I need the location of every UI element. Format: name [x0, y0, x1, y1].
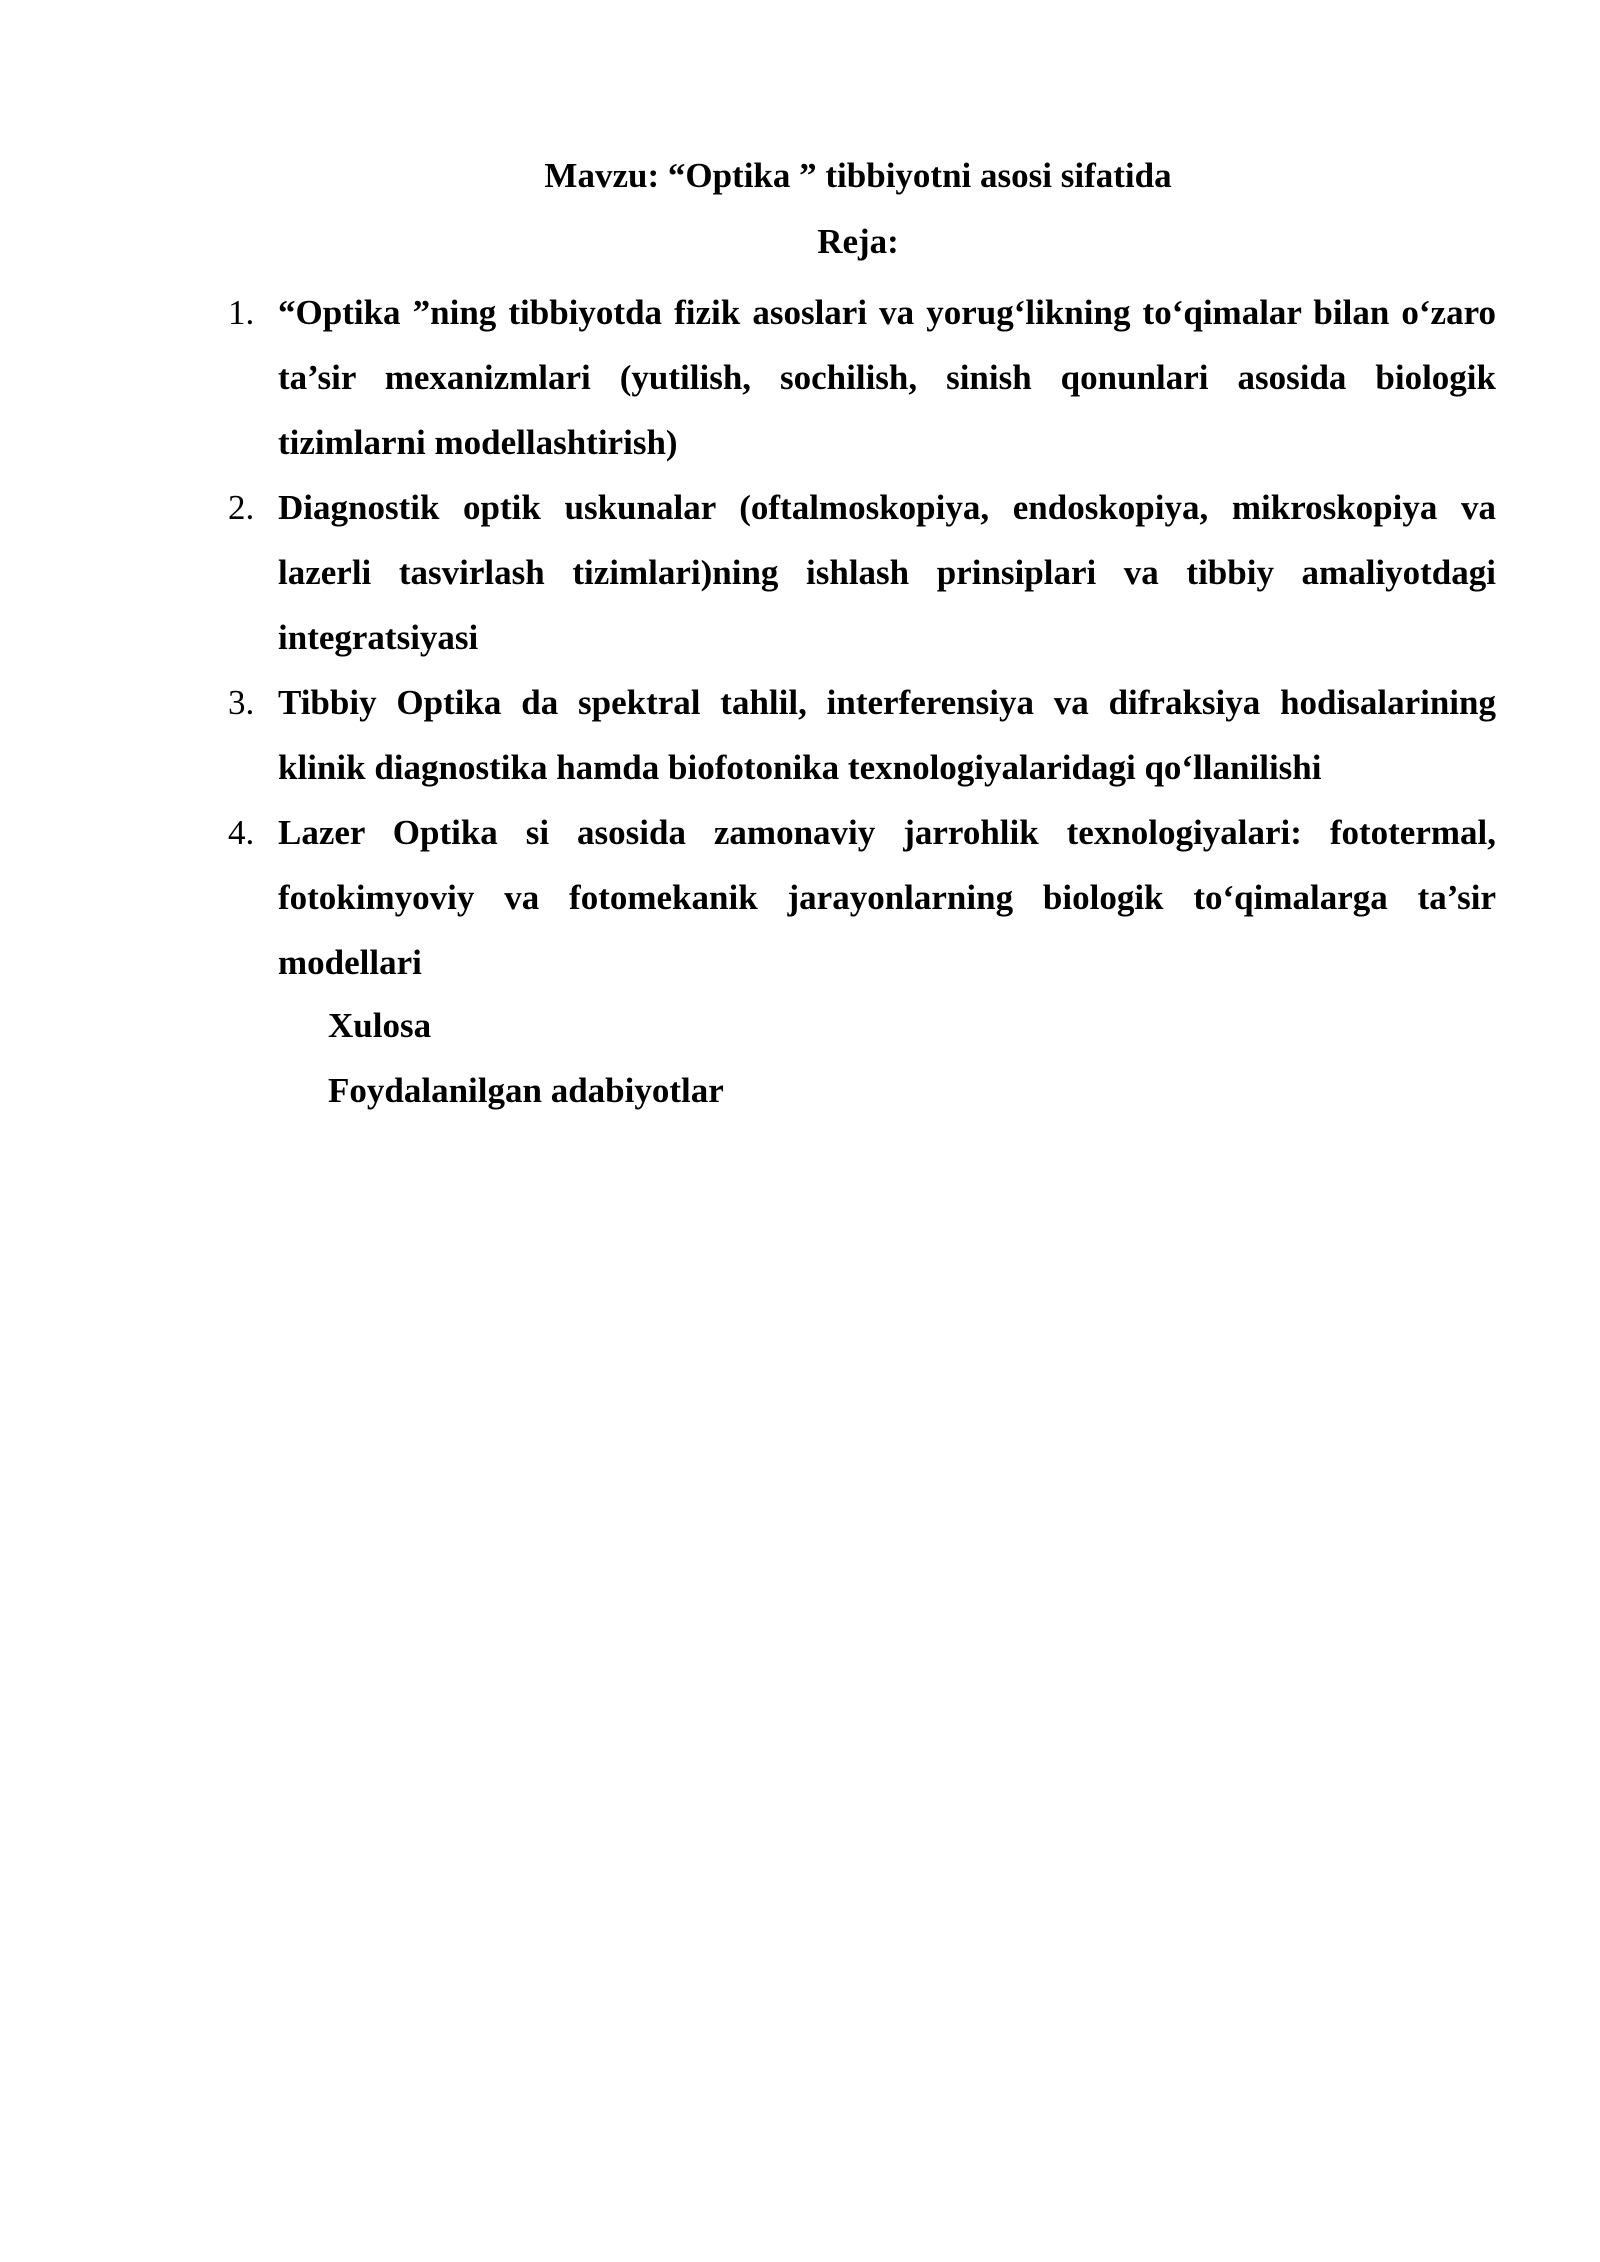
conclusion-heading: Xulosa	[328, 1006, 432, 1045]
plan-item-text: “Optika ”ning tibbiyotda fizik asoslari va yorug‘likning to‘qimalar bilan o‘zaro ta’sir mexanizmlari (yutilish, sochilish, sinish qonunlari asosida biologik tizimlarni modellashtirish)	[278, 293, 1496, 462]
plan-item-2	[228, 475, 1496, 670]
document-title: Mavzu: “Optika ” tibbiyotni asosi sifatida	[544, 156, 1172, 195]
plan-item-number: 2.	[228, 488, 255, 527]
plan-item-1	[228, 280, 1496, 475]
plan-item-4	[228, 800, 1496, 995]
plan-heading: Reja:	[817, 222, 899, 261]
plan-list	[228, 280, 1496, 995]
references-heading: Foydalanilgan adabiyotlar	[328, 1071, 724, 1110]
plan-item-number: 3.	[228, 683, 255, 722]
plan-item-text: Lazer Optika si asosida zamonaviy jarrohlik texnologiyalari: fototermal, fotokimyoviy va fotomekanik jarayonlarning biologik to‘qimalarga ta’sir modellari	[278, 813, 1496, 982]
plan-item-number: 1.	[228, 293, 255, 332]
plan-item-3	[228, 670, 1496, 800]
plan-item-number: 4.	[228, 813, 255, 852]
plan-item-text: Tibbiy Optika da spektral tahlil, interferensiya va difraksiya hodisalarining klinik diagnostika hamda biofotonika texnologiyalaridagi qo‘llanilishi	[278, 683, 1496, 787]
plan-item-text: Diagnostik optik uskunalar (oftalmoskopiya, endoskopiya, mikroskopiya va lazerli tasvirlash tizimlari)ning ishlash prinsiplari va tibbiy amaliyotdagi integratsiyasi	[278, 488, 1496, 657]
